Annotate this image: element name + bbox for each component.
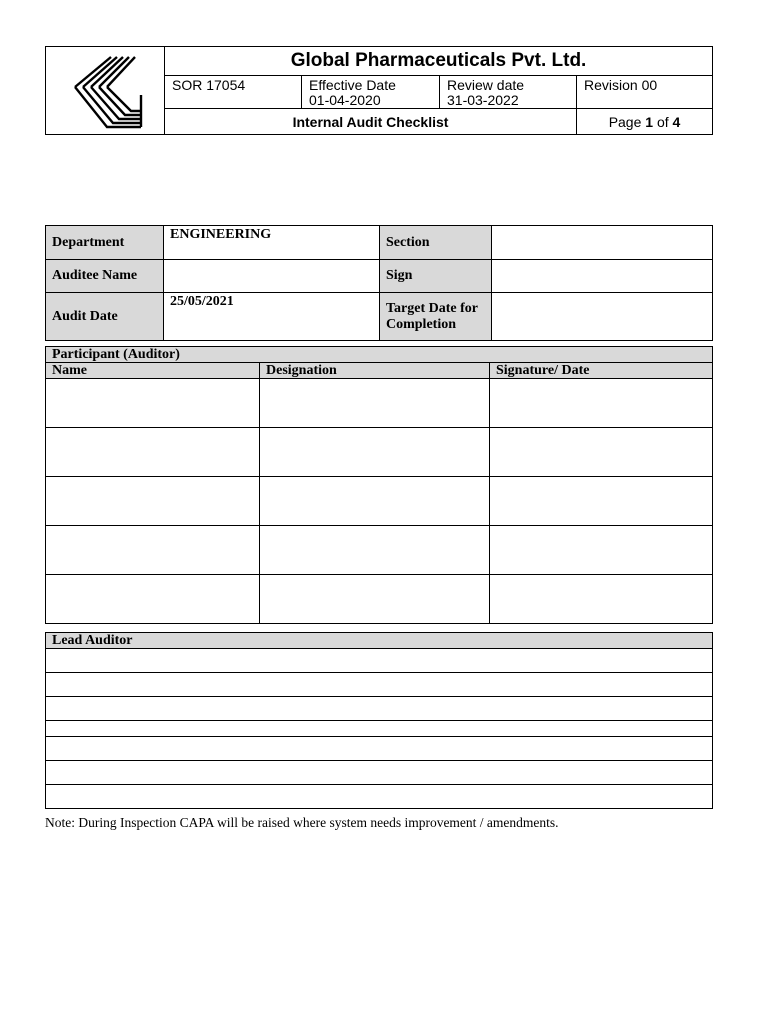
participant-designation-cell[interactable] bbox=[260, 379, 490, 428]
column-header-signature: Signature/ Date bbox=[490, 363, 713, 379]
table-row bbox=[46, 477, 713, 526]
participant-name-cell[interactable] bbox=[46, 575, 260, 624]
document-header bbox=[45, 46, 713, 135]
table-row bbox=[46, 649, 713, 673]
participant-name-cell[interactable] bbox=[46, 428, 260, 477]
participant-name-cell[interactable] bbox=[46, 477, 260, 526]
audit-info-table bbox=[45, 225, 713, 341]
participant-signature-cell[interactable] bbox=[490, 379, 713, 428]
sor-number: SOR 17054 bbox=[165, 76, 302, 109]
logo-icon bbox=[65, 49, 145, 129]
target-date-label: Target Date for Completion bbox=[380, 293, 492, 341]
effective-date-label: Effective Date bbox=[309, 77, 396, 93]
document-title: Internal Audit Checklist bbox=[165, 109, 577, 135]
sign-label: Sign bbox=[380, 260, 492, 293]
department-label: Department bbox=[46, 226, 164, 260]
table-row bbox=[46, 428, 713, 477]
company-logo bbox=[46, 47, 165, 135]
company-name: Global Pharmaceuticals Pvt. Ltd. bbox=[165, 47, 713, 76]
lead-auditor-line[interactable] bbox=[46, 785, 713, 809]
table-row bbox=[46, 575, 713, 624]
lead-auditor-line[interactable] bbox=[46, 649, 713, 673]
lead-auditor-title: Lead Auditor bbox=[46, 633, 713, 649]
table-row bbox=[46, 785, 713, 809]
section-label: Section bbox=[380, 226, 492, 260]
lead-auditor-line[interactable] bbox=[46, 761, 713, 785]
table-row bbox=[46, 737, 713, 761]
participant-designation-cell[interactable] bbox=[260, 477, 490, 526]
table-row bbox=[46, 761, 713, 785]
participant-signature-cell[interactable] bbox=[490, 526, 713, 575]
participant-name-cell[interactable] bbox=[46, 379, 260, 428]
sign-value[interactable] bbox=[492, 260, 713, 293]
participant-name-cell[interactable] bbox=[46, 526, 260, 575]
review-date-value: 31-03-2022 bbox=[447, 92, 519, 108]
participant-section-title: Participant (Auditor) bbox=[46, 347, 713, 363]
table-row bbox=[46, 697, 713, 721]
footer-note: Note: During Inspection CAPA will be raised where system needs improvement / amendments. bbox=[45, 815, 559, 830]
lead-auditor-line[interactable] bbox=[46, 673, 713, 697]
table-row bbox=[46, 673, 713, 697]
review-date-label: Review date bbox=[447, 77, 525, 93]
section-value[interactable] bbox=[492, 226, 713, 260]
auditee-value[interactable] bbox=[164, 260, 380, 293]
participant-signature-cell[interactable] bbox=[490, 477, 713, 526]
audit-date-value[interactable]: 25/05/2021 bbox=[164, 293, 380, 341]
department-value[interactable]: ENGINEERING bbox=[164, 226, 380, 260]
lead-auditor-table bbox=[45, 632, 713, 809]
table-row bbox=[46, 526, 713, 575]
lead-auditor-line[interactable] bbox=[46, 721, 713, 737]
revision: Revision 00 bbox=[577, 76, 713, 109]
review-date bbox=[440, 76, 577, 109]
participant-signature-cell[interactable] bbox=[490, 428, 713, 477]
lead-auditor-line[interactable] bbox=[46, 697, 713, 721]
column-header-designation: Designation bbox=[260, 363, 490, 379]
page-number: Page 1 of 4 bbox=[577, 109, 713, 135]
effective-date bbox=[302, 76, 440, 109]
auditee-label: Auditee Name bbox=[46, 260, 164, 293]
table-row bbox=[46, 721, 713, 737]
participant-signature-cell[interactable] bbox=[490, 575, 713, 624]
participant-designation-cell[interactable] bbox=[260, 575, 490, 624]
effective-date-value: 01-04-2020 bbox=[309, 92, 381, 108]
table-row bbox=[46, 379, 713, 428]
target-date-value[interactable] bbox=[492, 293, 713, 341]
lead-auditor-line[interactable] bbox=[46, 737, 713, 761]
participant-designation-cell[interactable] bbox=[260, 526, 490, 575]
audit-date-label: Audit Date bbox=[46, 293, 164, 341]
participant-table bbox=[45, 346, 713, 624]
column-header-name: Name bbox=[46, 363, 260, 379]
participant-designation-cell[interactable] bbox=[260, 428, 490, 477]
